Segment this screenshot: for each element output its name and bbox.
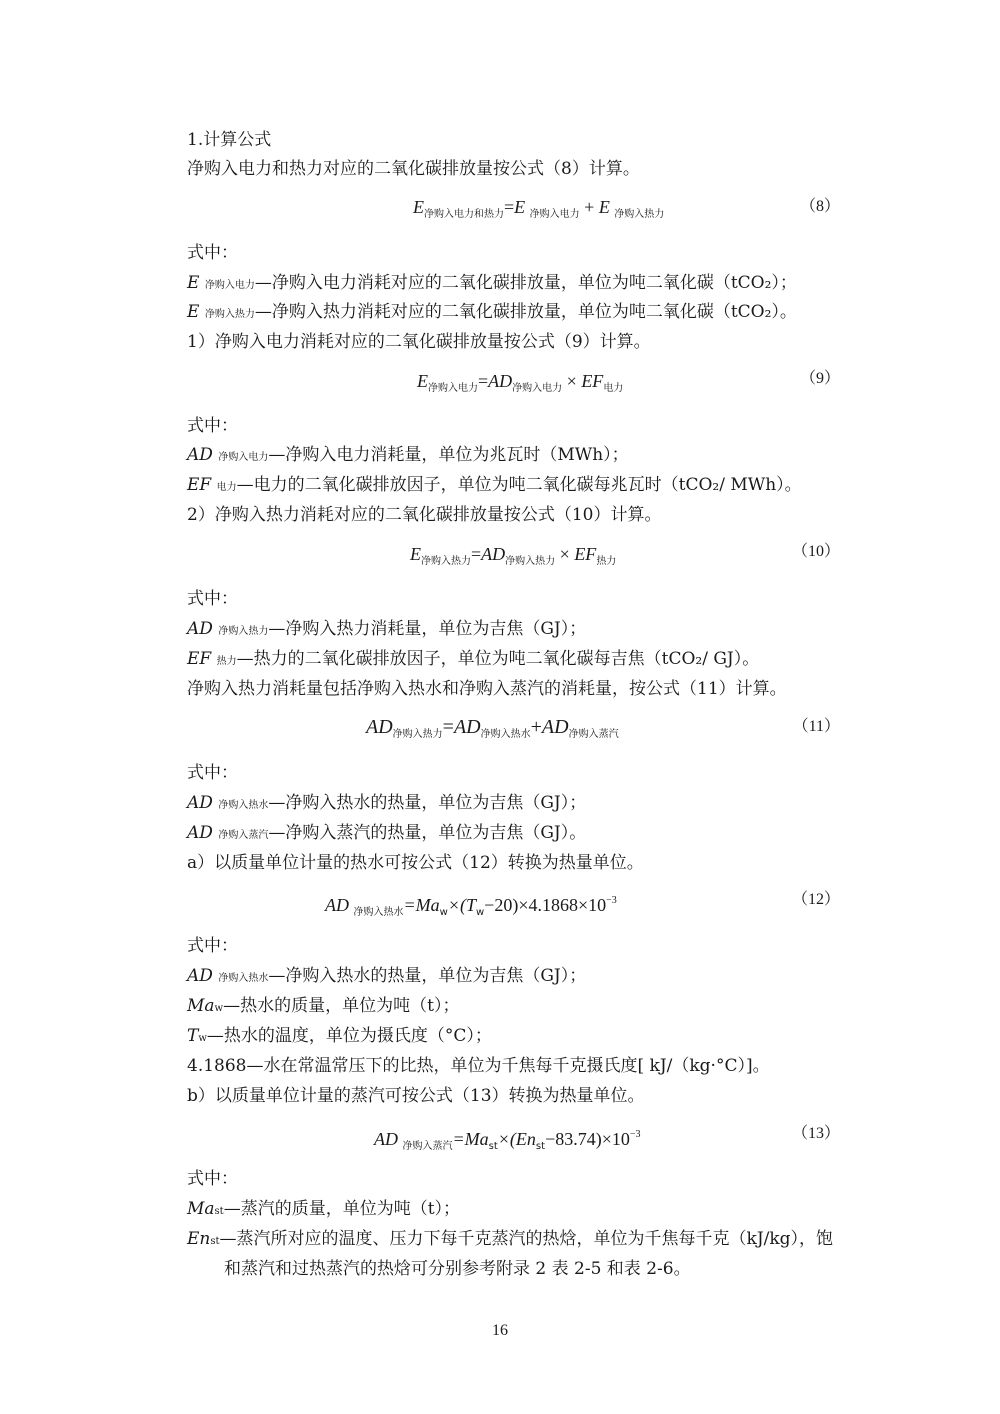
where-label: 式中： — [187, 589, 238, 609]
paragraph-11: 净购入热力消耗量包括净购入热水和净购入蒸汽的消耗量，按公式（11）计算。 — [187, 679, 787, 699]
page-number: 16 — [492, 1322, 508, 1339]
equation-number-12: （12） — [791, 891, 840, 908]
definition-ma-w: Maw—热水的质量，单位为吨（t）； — [187, 996, 460, 1016]
paragraph-9: 1）净购入电力消耗对应的二氧化碳排放量按公式（9）计算。 — [187, 332, 651, 352]
definition-en-st: Enst—蒸汽所对应的温度、压力下每千克蒸汽的热焓，单位为千焦每千克（kJ/kg），饱 — [187, 1229, 834, 1249]
equation-number-10: （10） — [791, 543, 840, 560]
definition-ef-heat: EF 热力—热力的二氧化碳排放因子，单位为吨二氧化碳每吉焦（tCO₂/ GJ）。 — [187, 649, 760, 669]
definition-ad-heat: AD 净购入热力—净购入热力消耗量，单位为吉焦（GJ）； — [187, 619, 587, 639]
where-label: 式中： — [187, 763, 238, 783]
formula-10: $E_{净购入热力}=AD_{净购入热力} \times EF_{热力}$ — [410, 544, 617, 567]
formula-8: $E_{净购入电力和热力}=E$ $_{净购入电力}$ + E $_{净购入热力}$ — [413, 197, 665, 220]
definition-ad-hot-water-2: AD 净购入热水—净购入热水的热量，单位为吉焦（GJ）； — [187, 966, 587, 986]
intro-paragraph: 净购入电力和热力对应的二氧化碳排放量按公式（8）计算。 — [187, 159, 640, 179]
formula-9: $E_{净购入电力}=AD_{净购入电力} \times EF_{电力}$ — [417, 371, 624, 394]
where-label: 式中： — [187, 416, 238, 436]
definition-en-st-continued: 和蒸汽和过热蒸汽的热焓可分别参考附录 2 表 2-5 和表 2-6。 — [224, 1259, 691, 1279]
definition-ma-st: Mast—蒸汽的质量，单位为吨（t）； — [187, 1199, 461, 1219]
formula-11: $AD_{净购入热力}=AD_{净购入热水}+AD_{净购入蒸汽}$ — [366, 716, 619, 740]
where-label: 式中： — [187, 243, 238, 263]
equation-number-11: （11） — [792, 718, 840, 735]
definition-ad-steam: AD 净购入蒸汽—净购入蒸汽的热量，单位为吉焦（GJ）。 — [187, 823, 587, 843]
equation-number-8: （8） — [799, 198, 840, 215]
formula-12: AD $_{净购入热水}=Ma_w\times(T_w-20)\times 4.1868\times 10^{-3}$ — [325, 895, 617, 918]
paragraph-13: b）以质量单位计量的蒸汽可按公式（13）转换为热量单位。 — [187, 1086, 645, 1106]
equation-number-9: （9） — [799, 370, 840, 387]
paragraph-12: a）以质量单位计量的热水可按公式（12）转换为热量单位。 — [187, 853, 644, 873]
definition-ad-hot-water: AD 净购入热水—净购入热水的热量，单位为吉焦（GJ）； — [187, 793, 587, 813]
equation-number-13: （13） — [791, 1125, 840, 1142]
definition-ef-electricity: EF 电力—电力的二氧化碳排放因子，单位为吨二氧化碳每兆瓦时（tCO₂/ MWh）。 — [187, 475, 802, 495]
definition-ad-electricity: AD 净购入电力—净购入电力消耗量，单位为兆瓦时（MWh）； — [187, 445, 629, 465]
formula-13: AD $_{净购入蒸汽}=Ma_{st}\times(En_{st}-83.74)\times 10^{-3}$ — [374, 1129, 641, 1152]
where-label: 式中： — [187, 1169, 238, 1189]
definition-e-heat: E 净购入热力—净购入热力消耗对应的二氧化碳排放量，单位为吨二氧化碳（tCO₂）。 — [187, 302, 797, 322]
where-label: 式中： — [187, 936, 238, 956]
paragraph-10: 2）净购入热力消耗对应的二氧化碳排放量按公式（10）计算。 — [187, 505, 662, 525]
definition-specific-heat: 4.1868—水在常温常压下的比热，单位为千焦每千克摄氏度[ kJ/（kg·°C）]。 — [187, 1056, 770, 1076]
definition-t-w: Tw—热水的温度，单位为摄氏度（°C）； — [187, 1026, 492, 1046]
section-heading: 1.计算公式 — [187, 130, 272, 150]
definition-e-electricity: E 净购入电力—净购入电力消耗对应的二氧化碳排放量，单位为吨二氧化碳（tCO₂）； — [187, 273, 797, 293]
